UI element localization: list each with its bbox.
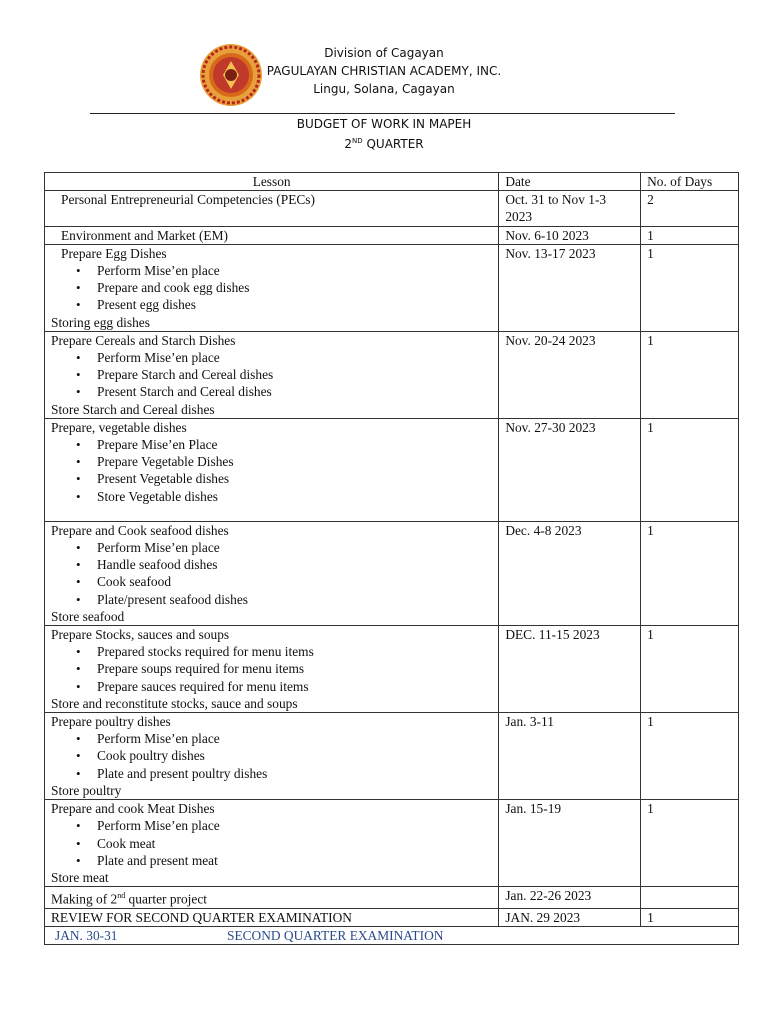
table-row bbox=[45, 800, 739, 887]
lesson-storage-note: Store Starch and Cereal dishes bbox=[51, 401, 215, 417]
table-row bbox=[45, 191, 739, 226]
subtopic-item: • Cook seafood bbox=[97, 573, 492, 590]
subtopic-item: • Prepare sauces required for menu items bbox=[97, 678, 492, 695]
header-lesson: Lesson bbox=[45, 173, 499, 191]
subtopic-item: • Plate and present meat bbox=[97, 852, 492, 869]
subtopic-item: • Cook poultry dishes bbox=[97, 747, 492, 764]
subtopic-item: • Plate and present poultry dishes bbox=[97, 765, 492, 782]
school-name: PAGULAYAN CHRISTIAN ACADEMY, INC. bbox=[266, 64, 502, 78]
lesson-cell bbox=[45, 331, 499, 418]
lesson-subtopics bbox=[51, 262, 492, 314]
subtopic-item: • Cook meat bbox=[97, 835, 492, 852]
lesson-cell bbox=[45, 887, 499, 909]
lesson-storage-note: Storing egg dishes bbox=[51, 314, 150, 330]
table-row bbox=[45, 418, 739, 521]
table-row bbox=[45, 244, 739, 331]
lesson-subtopics bbox=[51, 643, 492, 695]
subtopic-item: • Store Vegetable dishes bbox=[97, 488, 492, 505]
lesson-cell bbox=[45, 244, 499, 331]
school-address: Lingu, Solana, Cagayan bbox=[313, 82, 455, 96]
days-cell: 1 bbox=[641, 244, 739, 331]
table-header-row bbox=[45, 173, 739, 191]
subtopic-item: • Perform Mise’en place bbox=[97, 730, 492, 747]
lesson-subtopics bbox=[51, 349, 492, 401]
lesson-title: Personal Entrepreneurial Competencies (PECs) bbox=[61, 192, 315, 208]
date-cell: JAN. 29 2023 bbox=[499, 908, 641, 926]
table-row bbox=[45, 926, 739, 944]
lesson-subtopics bbox=[51, 730, 492, 782]
table-row bbox=[45, 226, 739, 244]
days-cell: 1 bbox=[641, 713, 739, 800]
date-cell: Dec. 4-8 2023 bbox=[499, 521, 641, 625]
lesson-title: Prepare poultry dishes bbox=[51, 714, 171, 730]
subtopic-item: • Plate/present seafood dishes bbox=[97, 591, 492, 608]
lesson-title: Prepare, vegetable dishes bbox=[51, 419, 187, 435]
date-cell: Jan. 3-11 bbox=[499, 713, 641, 800]
date-cell: Nov. 27-30 2023 bbox=[499, 418, 641, 521]
days-cell: 1 bbox=[641, 626, 739, 713]
lesson-title: Prepare Stocks, sauces and soups bbox=[51, 627, 230, 643]
lesson-cell bbox=[45, 226, 499, 244]
date-cell: Oct. 31 to Nov 1-3 2023 bbox=[499, 191, 641, 226]
days-cell: 1 bbox=[641, 331, 739, 418]
lesson-cell bbox=[45, 800, 499, 887]
lesson-cell bbox=[45, 191, 499, 226]
lesson-cell bbox=[45, 713, 499, 800]
lesson-cell bbox=[45, 521, 499, 625]
days-cell: 1 bbox=[641, 226, 739, 244]
table-row bbox=[45, 626, 739, 713]
lesson-storage-note: Store seafood bbox=[51, 608, 125, 624]
date-cell: Jan. 22-26 2023 bbox=[499, 887, 641, 909]
date-cell: Nov. 6-10 2023 bbox=[499, 226, 641, 244]
subtopic-item: • Prepare soups required for menu items bbox=[97, 660, 492, 677]
date-cell: DEC. 11-15 2023 bbox=[499, 626, 641, 713]
date-cell: Nov. 13-17 2023 bbox=[499, 244, 641, 331]
lesson-subtopics bbox=[51, 539, 492, 608]
table-row bbox=[45, 713, 739, 800]
table-row bbox=[45, 887, 739, 909]
subtopic-item: • Prepare Mise’en Place bbox=[97, 436, 492, 453]
date-cell: Jan. 15-19 bbox=[499, 800, 641, 887]
lesson-cell bbox=[45, 626, 499, 713]
days-cell: 1 bbox=[641, 521, 739, 625]
days-cell bbox=[641, 887, 739, 909]
lesson-subtopics bbox=[51, 817, 492, 869]
lesson-subtopics bbox=[51, 436, 492, 505]
subtopic-item: • Present Vegetable dishes bbox=[97, 470, 492, 487]
subtopic-item: • Present egg dishes bbox=[97, 296, 492, 313]
days-cell: 1 bbox=[641, 800, 739, 887]
lesson-cell: REVIEW FOR SECOND QUARTER EXAMINATION bbox=[45, 908, 499, 926]
division-line: Division of Cagayan bbox=[324, 46, 444, 60]
lesson-title: Prepare Egg Dishes bbox=[61, 245, 167, 261]
table-row bbox=[45, 331, 739, 418]
document-title: BUDGET OF WORK IN MAPEH bbox=[296, 117, 472, 131]
exam-date: JAN. 30-31 bbox=[55, 927, 118, 943]
lesson-storage-note: Store and reconstitute stocks, sauce and soups bbox=[51, 695, 298, 711]
lesson-storage-note: Store meat bbox=[51, 869, 109, 885]
budget-table bbox=[44, 172, 739, 945]
days-cell: 2 bbox=[641, 191, 739, 226]
header-days: No. of Days bbox=[641, 173, 739, 191]
table-row bbox=[45, 908, 739, 926]
lesson-title: Prepare and Cook seafood dishes bbox=[51, 522, 229, 538]
lesson-title: Prepare Cereals and Starch Dishes bbox=[51, 332, 236, 348]
lesson-title: Environment and Market (EM) bbox=[61, 227, 228, 243]
subtopic-item: • Prepare Starch and Cereal dishes bbox=[97, 366, 492, 383]
date-cell: Nov. 20-24 2023 bbox=[499, 331, 641, 418]
lesson-title: Prepare and cook Meat Dishes bbox=[51, 801, 215, 817]
exam-cell bbox=[45, 926, 739, 944]
lesson-storage-note: Store poultry bbox=[51, 782, 122, 798]
subtopic-item: • Perform Mise’en place bbox=[97, 539, 492, 556]
subtopic-item: • Prepare and cook egg dishes bbox=[97, 279, 492, 296]
project-text-sup: nd bbox=[117, 891, 126, 901]
table-row bbox=[45, 521, 739, 625]
exam-title: SECOND QUARTER EXAMINATION bbox=[227, 927, 444, 943]
quarter-heading: 2ND QUARTER bbox=[344, 137, 424, 151]
subtopic-item: • Handle seafood dishes bbox=[97, 556, 492, 573]
project-text-post: quarter project bbox=[125, 891, 207, 907]
lesson-cell bbox=[45, 418, 499, 521]
subtopic-item: • Perform Mise’en place bbox=[97, 349, 492, 366]
header-rule bbox=[90, 113, 675, 114]
header-date: Date bbox=[499, 173, 641, 191]
subtopic-item: • Present Starch and Cereal dishes bbox=[97, 383, 492, 400]
subtopic-item: • Prepare Vegetable Dishes bbox=[97, 453, 492, 470]
subtopic-item: • Prepared stocks required for menu items bbox=[97, 643, 492, 660]
days-cell: 1 bbox=[641, 418, 739, 521]
project-text-pre: Making of 2 bbox=[51, 891, 118, 907]
subtopic-item: • Perform Mise’en place bbox=[97, 817, 492, 834]
subtopic-item: • Perform Mise’en place bbox=[97, 262, 492, 279]
days-cell: 1 bbox=[641, 908, 739, 926]
